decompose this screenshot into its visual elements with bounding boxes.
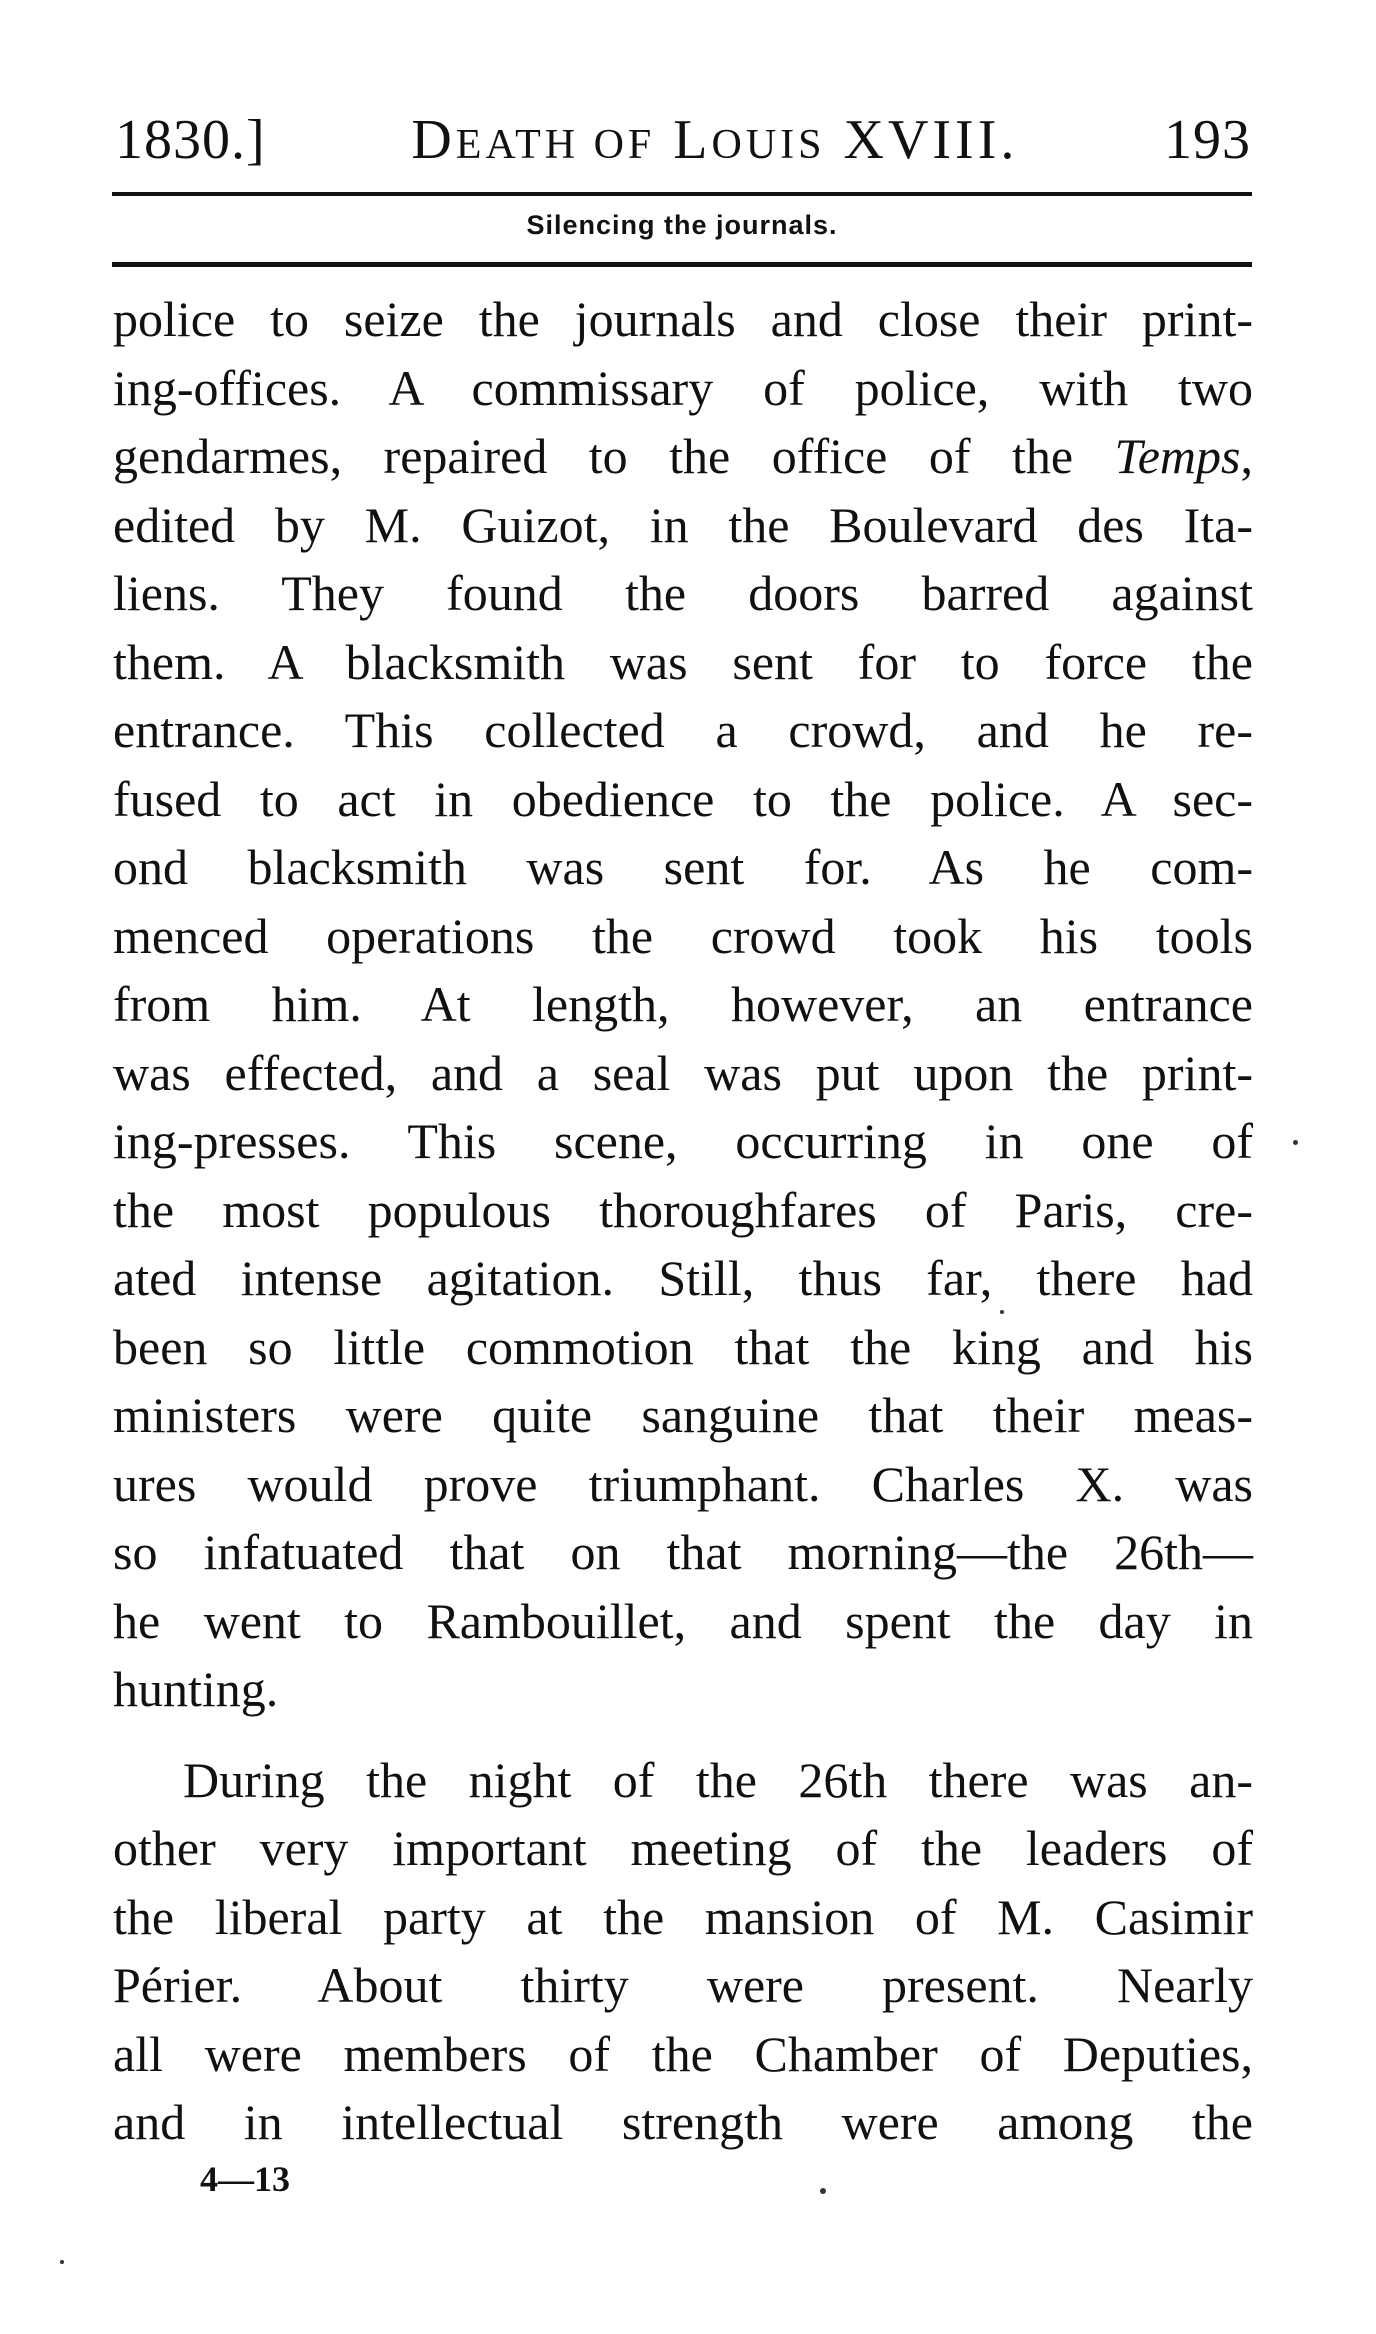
page-header [115, 108, 1251, 188]
text-line: ing-offices. A commissary of police, with two [113, 359, 1253, 416]
print-speck [820, 2188, 826, 2194]
paragraph-2 [113, 1746, 1253, 2157]
header-year: 1830.] [115, 109, 266, 171]
text-line: hunting. [113, 1661, 279, 1717]
text-line: gendarmes, repaired to the office of the Temps, [113, 428, 1253, 484]
text-line: from him. At length, however, an entrance [113, 976, 1253, 1032]
text-line: other very important meeting of the leaders of [113, 1820, 1253, 1876]
paragraph-1 [113, 285, 1253, 1724]
text-line: menced operations the crowd took his tools [113, 907, 1253, 964]
print-speck [1000, 1310, 1004, 1314]
text-line: edited by M. Guizot, in the Boulevard des Ita- [113, 496, 1253, 553]
text-line: Périer. About thirty were present. Nearly [113, 1957, 1253, 2013]
text-line: ated intense agitation. Still, thus far, there had [113, 1250, 1253, 1306]
page-number: 193 [1164, 109, 1251, 171]
text-line: During the night of the 26th there was an- [183, 1751, 1253, 1808]
text-line: liens. They found the doors barred against [113, 565, 1253, 621]
text-line: so infatuated that on that morning—the 26th— [113, 1524, 1253, 1580]
text-line: entrance. This collected a crowd, and he re- [113, 702, 1253, 758]
signature-mark: 4—13 [200, 2159, 290, 2199]
header-title: DEATH OF LOUIS XVIII. [411, 109, 1019, 171]
header-rule-top [112, 192, 1252, 196]
text-line: ministers were quite sanguine that their meas- [113, 1387, 1253, 1443]
text-line: the liberal party at the mansion of M. Casimir [113, 1888, 1253, 1945]
header-rule-bottom [112, 262, 1252, 267]
running-head: Silencing the journals. [526, 210, 838, 240]
text-line: he went to Rambouillet, and spent the day in [113, 1592, 1253, 1649]
print-speck [1293, 1140, 1298, 1145]
text-line: was effected, and a seal was put upon the print- [113, 1044, 1253, 1101]
body-text [113, 285, 1253, 2157]
text-line: them. A blacksmith was sent for to force the [113, 633, 1253, 690]
text-line: and in intellectual strength were among the [113, 2094, 1253, 2150]
text-line: the most populous thoroughfares of Paris, cre- [113, 1181, 1253, 1238]
print-speck [60, 2260, 64, 2264]
paragraph-gap [113, 1724, 1253, 1746]
text-line: police to seize the journals and close their print- [113, 291, 1253, 347]
text-line: ing-presses. This scene, occurring in one of [113, 1113, 1253, 1169]
text-line: been so little commotion that the king and his [113, 1318, 1253, 1375]
text-line: fused to act in obedience to the police. A sec- [113, 770, 1253, 827]
text-line: ond blacksmith was sent for. As he com- [113, 839, 1253, 895]
text-line: all were members of the Chamber of Deputies, [113, 2025, 1253, 2082]
text-line: ures would prove triumphant. Charles X. was [113, 1455, 1253, 1512]
